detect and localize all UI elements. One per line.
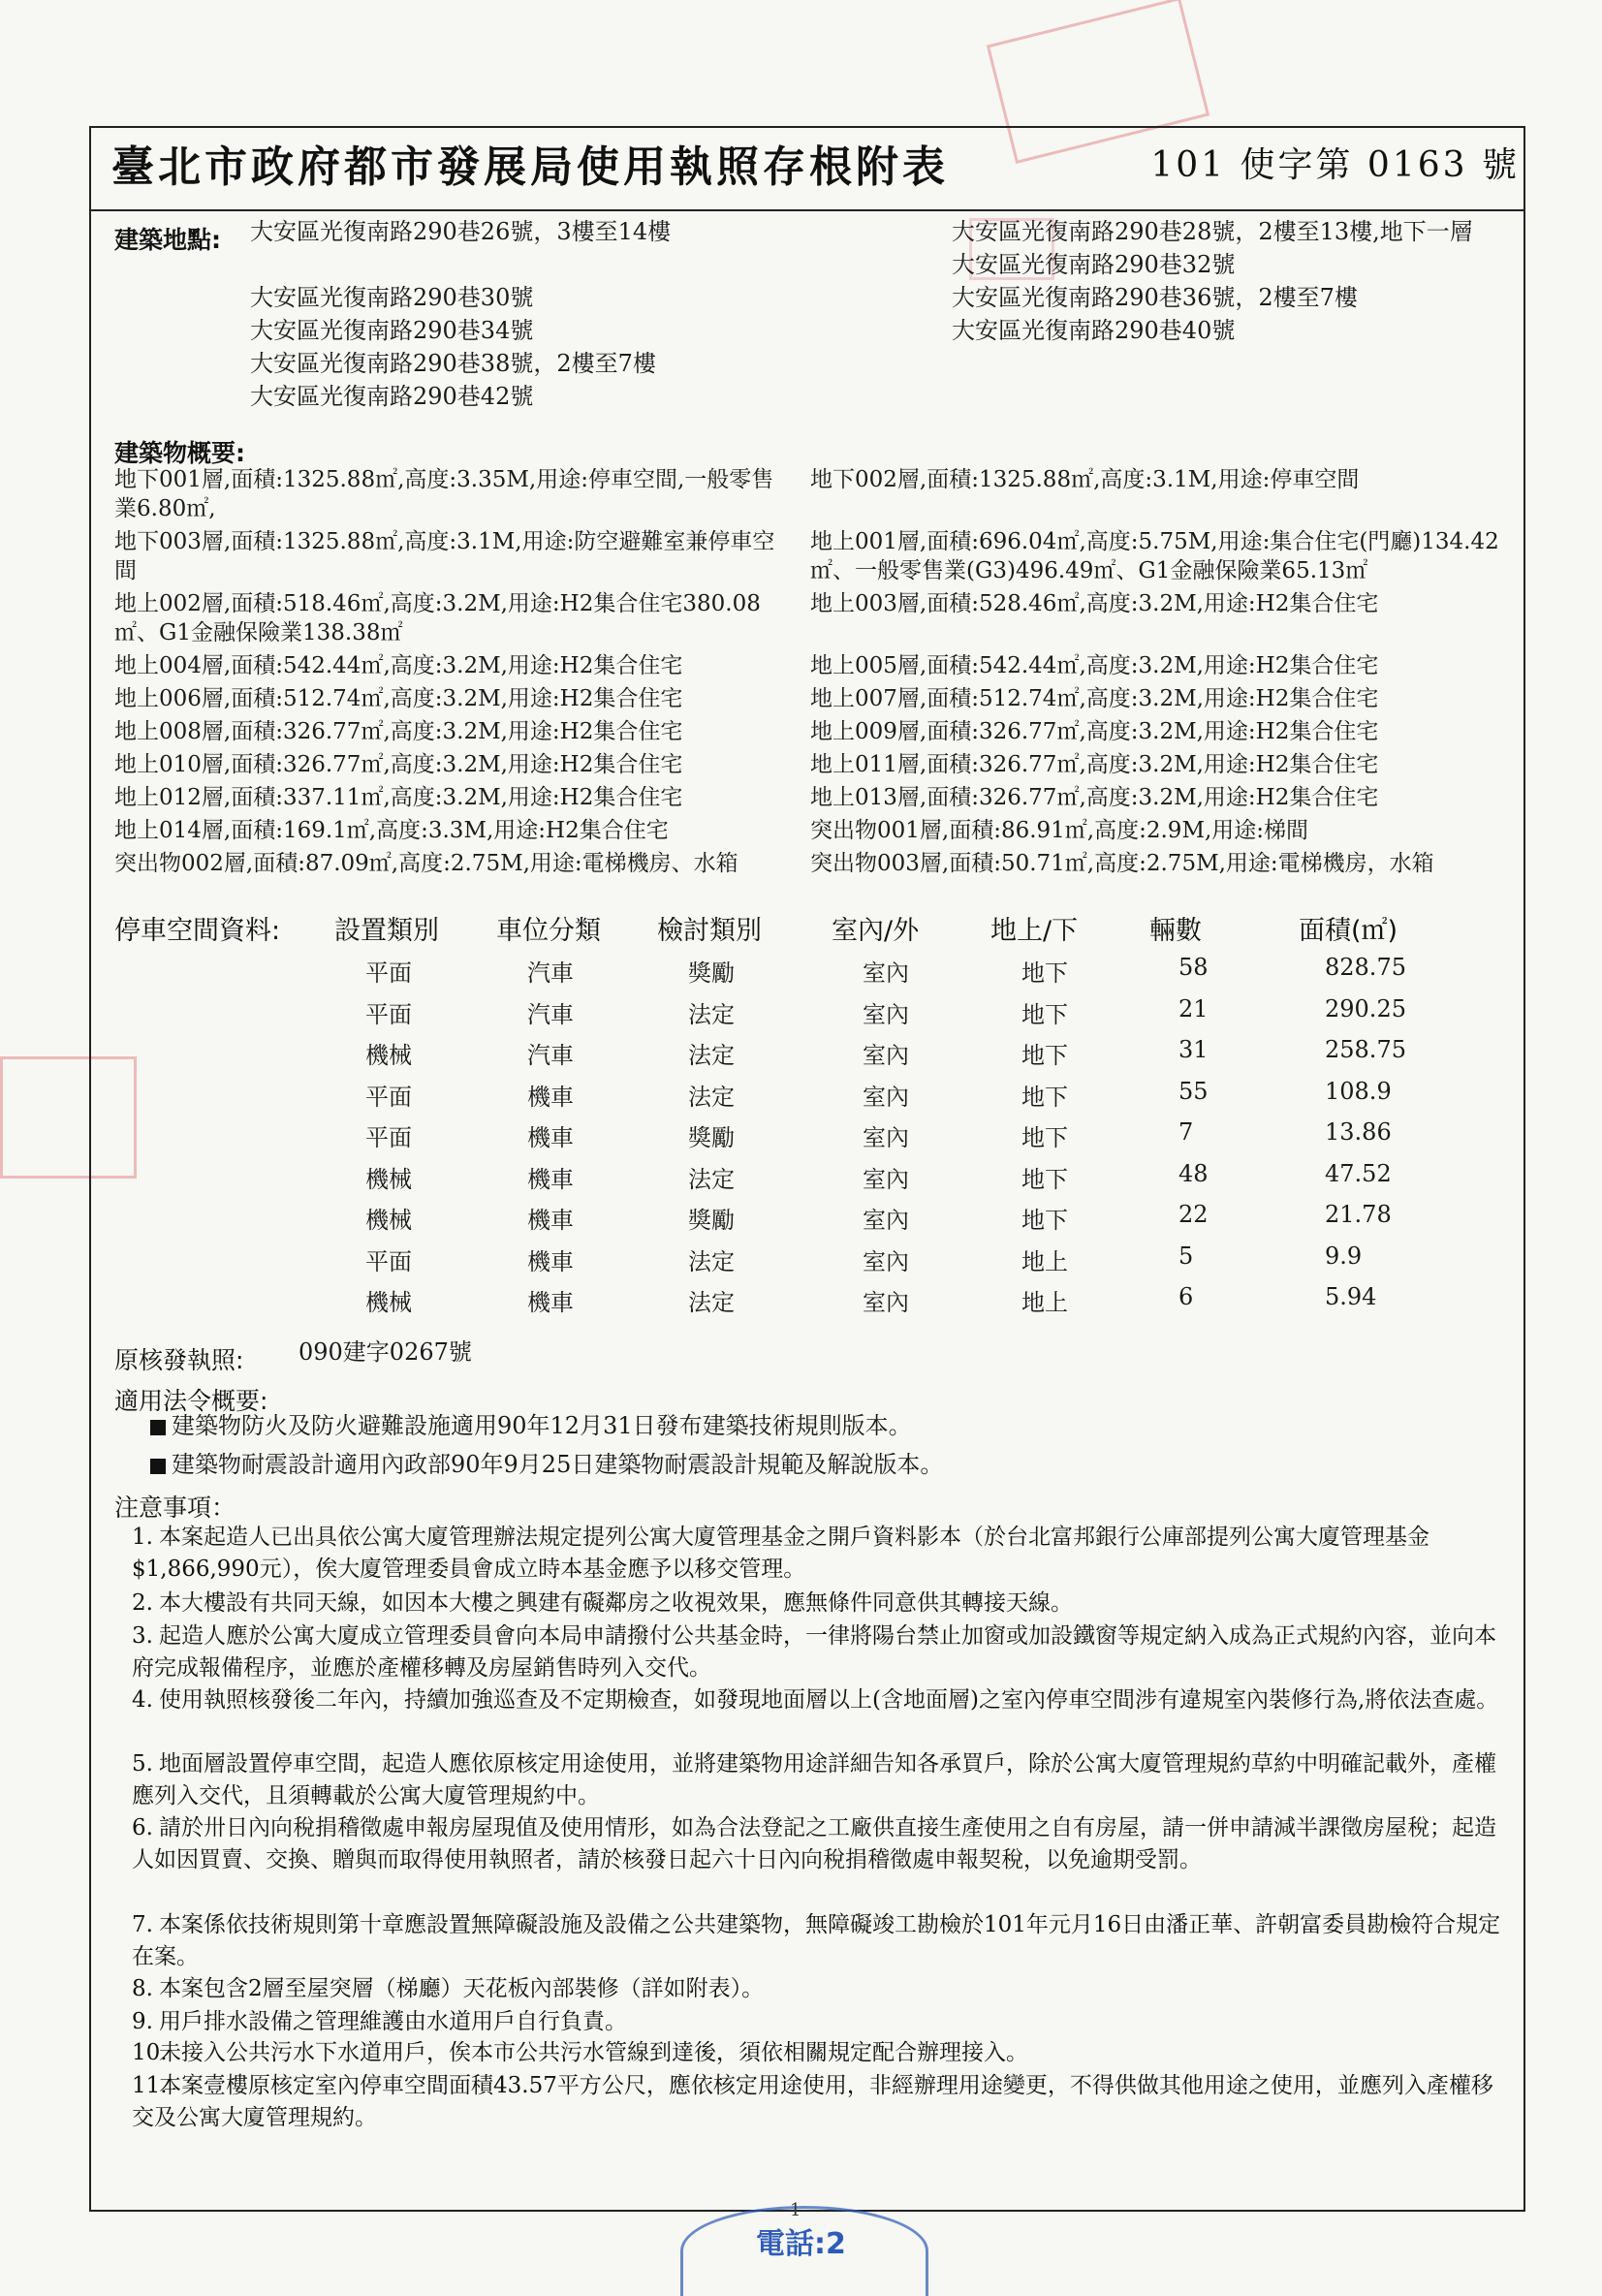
parking-cell: 平面 xyxy=(365,1000,412,1028)
permit-number: 101 使字第 0163 號 xyxy=(1150,145,1520,185)
building-floor-right: 地上007層,面積:512.74㎡,高度:3.2M,用途:H2集合住宅 xyxy=(810,686,1379,711)
parking-cell: 地上 xyxy=(1021,1247,1068,1275)
parking-cell: 地下 xyxy=(1021,1165,1068,1193)
note-text: 本案壹樓原核定室內停車空間面積43.57平方公尺，應依核定用途使用，非經辦理用途變更，不得供做其他用途之使用，並應列入產權移交及公寓大廈管理規約。 xyxy=(132,2073,1493,2130)
note-item xyxy=(132,1588,1508,1620)
parking-cell: 機車 xyxy=(527,1289,574,1316)
parking-cell: 法定 xyxy=(688,1165,735,1193)
parking-cell: 31 xyxy=(1178,1036,1209,1063)
building-floor-left: 地下001層,面積:1325.88㎡,高度:3.35M,用途:停車空間,一般零售業6.80㎡, xyxy=(114,467,774,521)
parking-cell: 室內 xyxy=(863,1207,909,1234)
bullet-square-icon xyxy=(150,1459,166,1474)
building-floor-right: 地上001層,面積:696.04㎡,高度:5.75M,用途:集合住宅(門廳)134.42㎡、一般零售業(G3)496.49㎡、G1金融保險業65.13㎡ xyxy=(810,529,1499,583)
parking-cell: 47.52 xyxy=(1325,1159,1392,1187)
note-number: 5. xyxy=(132,1751,153,1777)
site-address: 大安區光復南路290巷36號，2樓至7樓 xyxy=(952,284,1358,311)
parking-cell: 6 xyxy=(1178,1283,1194,1310)
building-floor-left: 地上006層,面積:512.74㎡,高度:3.2M,用途:H2集合住宅 xyxy=(114,686,683,711)
note-text: 未接入公共污水下水道用戶，俟本市公共污水管線到達後，須依相關規定配合辦理接入。 xyxy=(159,2040,1028,2065)
parking-cell: 法定 xyxy=(688,1042,735,1069)
parking-cell: 地上 xyxy=(1021,1289,1068,1316)
note-item xyxy=(132,1620,1508,1684)
parking-cell: 室內 xyxy=(863,959,909,987)
parking-label: 停車空間資料: xyxy=(114,916,281,946)
note-text: 地面層設置停車空間，起造人應依原核定用途使用，並將建築物用途詳細告知各承買戶，除於公寓大廈管理規約草約中明確記載外，產權應列入交代，且須轉載於公寓大廈管理規約中。 xyxy=(132,1751,1496,1808)
parking-cell: 平面 xyxy=(365,1124,412,1151)
note-text: 使用執照核發後二年內，持續加強巡查及不定期檢查，如發現地面層以上(含地面層)之室內停車空間涉有違規室內裝修行為,將依法查處。 xyxy=(159,1687,1499,1713)
parking-cell: 機車 xyxy=(527,1207,574,1234)
parking-column-header: 設置類別 xyxy=(334,916,439,946)
building-floor-left: 地上008層,面積:326.77㎡,高度:3.2M,用途:H2集合住宅 xyxy=(114,719,683,744)
parking-cell: 地下 xyxy=(1021,1207,1068,1234)
building-floor-left: 地上012層,面積:337.11㎡,高度:3.2M,用途:H2集合住宅 xyxy=(114,785,683,810)
parking-cell: 機車 xyxy=(527,1247,574,1275)
building-floor-left: 地下003層,面積:1325.88㎡,高度:3.1M,用途:防空避難室兼停車空間 xyxy=(114,529,775,583)
building-floor-right: 突出物001層,面積:86.91㎡,高度:2.9M,用途:梯間 xyxy=(810,818,1309,843)
parking-cell: 108.9 xyxy=(1325,1077,1392,1105)
parking-cell: 平面 xyxy=(365,1247,412,1275)
parking-column-header: 室內/外 xyxy=(832,916,920,946)
parking-cell: 21 xyxy=(1178,994,1209,1022)
building-floor-left: 地上004層,面積:542.44㎡,高度:3.2M,用途:H2集合住宅 xyxy=(114,653,683,678)
note-number: 3. xyxy=(132,1623,153,1649)
site-address: 大安區光復南路290巷30號 xyxy=(250,284,534,311)
site-label: 建築地點: xyxy=(114,226,221,254)
parking-cell: 9.9 xyxy=(1325,1242,1363,1270)
notes-label: 注意事項： xyxy=(114,1494,236,1522)
parking-cell: 法定 xyxy=(688,1083,735,1111)
parking-cell: 機車 xyxy=(527,1165,574,1193)
note-number: 11. xyxy=(132,2073,168,2098)
note-number: 9. xyxy=(132,2009,153,2034)
note-text: 請於卅日內向稅捐稽徵處申報房屋現值及使用情形，如為合法登記之工廠供直接生產使用之自有房屋，請一併申請減半課徵房屋稅；起造人如因買賣、交換、贈與而取得使用執照者，請於核發日起六十日內向稅捐稽徵處申報契稅，以免逾期受罰。 xyxy=(132,1815,1496,1872)
parking-cell: 48 xyxy=(1178,1159,1209,1187)
parking-cell: 58 xyxy=(1178,954,1209,981)
parking-cell: 室內 xyxy=(863,1247,909,1275)
laws-list xyxy=(150,1409,943,1481)
parking-cell: 室內 xyxy=(863,1000,909,1028)
site-address: 大安區光復南路290巷32號 xyxy=(952,251,1236,278)
parking-cell: 室內 xyxy=(863,1289,909,1316)
note-number: 7. xyxy=(132,1912,153,1937)
note-item xyxy=(132,1973,1508,2005)
building-floor-right: 地上003層,面積:528.46㎡,高度:3.2M,用途:H2集合住宅 xyxy=(810,591,1379,616)
building-floor-right: 地上013層,面積:326.77㎡,高度:3.2M,用途:H2集合住宅 xyxy=(810,785,1379,810)
parking-column-header: 地上/下 xyxy=(990,916,1079,946)
parking-cell: 汽車 xyxy=(527,1000,574,1028)
note-text: 用戶排水設備之管理維護由水道用戶自行負責。 xyxy=(159,2009,627,2034)
parking-cell: 獎勵 xyxy=(688,959,735,987)
parking-cell: 機車 xyxy=(527,1083,574,1111)
note-item xyxy=(132,1684,1508,1716)
parking-cell: 地下 xyxy=(1021,1000,1068,1028)
parking-cell: 獎勵 xyxy=(688,1207,735,1234)
building-floor-left: 突出物002層,面積:87.09㎡,高度:2.75M,用途:電梯機房、水箱 xyxy=(114,851,738,876)
parking-cell: 地下 xyxy=(1021,1124,1068,1151)
document-frame xyxy=(89,126,1525,2212)
building-floor-left: 地上014層,面積:169.1㎡,高度:3.3M,用途:H2集合住宅 xyxy=(114,818,669,843)
site-address: 大安區光復南路290巷42號 xyxy=(250,383,534,410)
note-item xyxy=(132,2037,1508,2069)
note-text: 本大樓設有共同天線，如因本大樓之興建有礙鄰房之收視效果，應無條件同意供其轉接天線。 xyxy=(159,1590,1073,1616)
parking-cell: 機械 xyxy=(365,1042,412,1069)
parking-cell: 13.86 xyxy=(1325,1118,1392,1146)
note-number: 4. xyxy=(132,1687,153,1713)
note-number: 2. xyxy=(132,1590,153,1616)
parking-column-header: 車位分類 xyxy=(496,916,601,946)
parking-cell: 地下 xyxy=(1021,959,1068,987)
site-address: 大安區光復南路290巷28號，2樓至13樓,地下一層 xyxy=(952,218,1473,245)
parking-cell: 7 xyxy=(1178,1118,1194,1146)
law-item: 建築物防火及防火避難設施適用90年12月31日發布建築技術規則版本。 xyxy=(150,1409,943,1442)
building-floor-right: 地上005層,面積:542.44㎡,高度:3.2M,用途:H2集合住宅 xyxy=(810,653,1379,678)
site-address: 大安區光復南路290巷40號 xyxy=(952,317,1236,344)
note-item xyxy=(132,2006,1508,2038)
laws-label: 適用法令概要: xyxy=(114,1387,268,1415)
parking-cell: 平面 xyxy=(365,1083,412,1111)
building-floor-left: 地上010層,面積:326.77㎡,高度:3.2M,用途:H2集合住宅 xyxy=(114,752,683,777)
note-item xyxy=(132,1522,1508,1586)
parking-cell: 地下 xyxy=(1021,1083,1068,1111)
document-title: 臺北市政府都市發展局使用執照存根附表 xyxy=(111,142,949,192)
parking-cell: 室內 xyxy=(863,1042,909,1069)
original-license-value: 090建字0267號 xyxy=(298,1338,472,1366)
bullet-square-icon xyxy=(150,1420,166,1435)
parking-cell: 290.25 xyxy=(1325,994,1406,1022)
blue-stamp-text: 電話:2 xyxy=(756,2227,846,2261)
site-left-list xyxy=(250,215,671,413)
parking-cell: 5 xyxy=(1178,1242,1194,1270)
parking-cell: 828.75 xyxy=(1325,954,1406,981)
site-address: 大安區光復南路290巷26號，3樓至14樓 xyxy=(250,218,672,245)
parking-column-header: 輛數 xyxy=(1149,916,1202,946)
parking-cell: 21.78 xyxy=(1325,1201,1392,1228)
parking-cell: 法定 xyxy=(688,1289,735,1316)
note-number: 8. xyxy=(132,1976,153,2001)
parking-cell: 機車 xyxy=(527,1124,574,1151)
note-item xyxy=(132,1909,1508,1973)
parking-cell: 地下 xyxy=(1021,1042,1068,1069)
parking-cell: 法定 xyxy=(688,1000,735,1028)
note-text: 起造人應於公寓大廈成立管理委員會向本局申請撥付公共基金時，一律將陽台禁止加窗或加設鐵窗等規定納入成為正式規約內容，並向本府完成報備程序，並應於產權移轉及房屋銷售時列入交代。 xyxy=(132,1623,1496,1681)
note-item xyxy=(132,2070,1508,2134)
parking-cell: 55 xyxy=(1178,1077,1209,1105)
building-floor-right: 地上009層,面積:326.77㎡,高度:3.2M,用途:H2集合住宅 xyxy=(810,719,1379,744)
note-number: 6. xyxy=(132,1815,153,1840)
note-number: 10. xyxy=(132,2040,168,2065)
note-item xyxy=(132,1748,1508,1812)
parking-cell: 機械 xyxy=(365,1165,412,1193)
site-address: 大安區光復南路290巷34號 xyxy=(250,317,534,344)
parking-column-header: 面積(㎡) xyxy=(1299,916,1398,946)
parking-cell: 法定 xyxy=(688,1247,735,1275)
site-address: 大安區光復南路290巷38號，2樓至7樓 xyxy=(250,350,656,377)
site-right-list xyxy=(952,215,1514,347)
note-text: 本案包含2層至屋突層（梯廳）天花板內部裝修（詳如附表）。 xyxy=(159,1976,765,2001)
parking-cell: 室內 xyxy=(863,1124,909,1151)
original-license-label: 原核發執照: xyxy=(114,1346,244,1374)
parking-cell: 22 xyxy=(1178,1201,1209,1228)
building-floor-left: 地上002層,面積:518.46㎡,高度:3.2M,用途:H2集合住宅380.08㎡、G1金融保險業138.38㎡ xyxy=(114,591,761,645)
note-item xyxy=(132,1812,1508,1876)
page-number: 1 xyxy=(790,2200,801,2220)
parking-cell: 汽車 xyxy=(527,1042,574,1069)
note-text: 本案起造人已出具依公寓大廈管理辦法規定提列公寓大廈管理基金之開戶資料影本（於台北富邦銀行公庫部提列公寓大廈管理基金$1,866,990元），俟大廈管理委員會成立時本基金應予以移交管理。 xyxy=(132,1525,1429,1582)
building-floor-right: 突出物003層,面積:50.71㎡,高度:2.75M,用途:電梯機房，水箱 xyxy=(810,851,1434,876)
building-floor-right: 地上011層,面積:326.77㎡,高度:3.2M,用途:H2集合住宅 xyxy=(810,752,1379,777)
parking-column-header: 檢討類別 xyxy=(657,916,762,946)
law-item: 建築物耐震設計適用內政部90年9月25日建築物耐震設計規範及解說版本。 xyxy=(150,1448,943,1481)
parking-cell: 機械 xyxy=(365,1207,412,1234)
parking-cell: 獎勵 xyxy=(688,1124,735,1151)
parking-cell: 機械 xyxy=(365,1289,412,1316)
parking-cell: 室內 xyxy=(863,1083,909,1111)
parking-cell: 258.75 xyxy=(1325,1036,1406,1063)
parking-cell: 5.94 xyxy=(1325,1283,1377,1310)
parking-cell: 室內 xyxy=(863,1165,909,1193)
parking-cell: 平面 xyxy=(365,959,412,987)
building-label: 建築物概要: xyxy=(114,439,245,467)
note-text: 本案係依技術規則第十章應設置無障礙設施及設備之公共建築物，無障礙竣工勘檢於101年元月16日由潘正華、許朝富委員勘檢符合規定在案。 xyxy=(132,1912,1501,1969)
parking-cell: 汽車 xyxy=(527,959,574,987)
note-number: 1. xyxy=(132,1525,153,1550)
building-floor-right: 地下002層,面積:1325.88㎡,高度:3.1M,用途:停車空間 xyxy=(810,467,1360,492)
